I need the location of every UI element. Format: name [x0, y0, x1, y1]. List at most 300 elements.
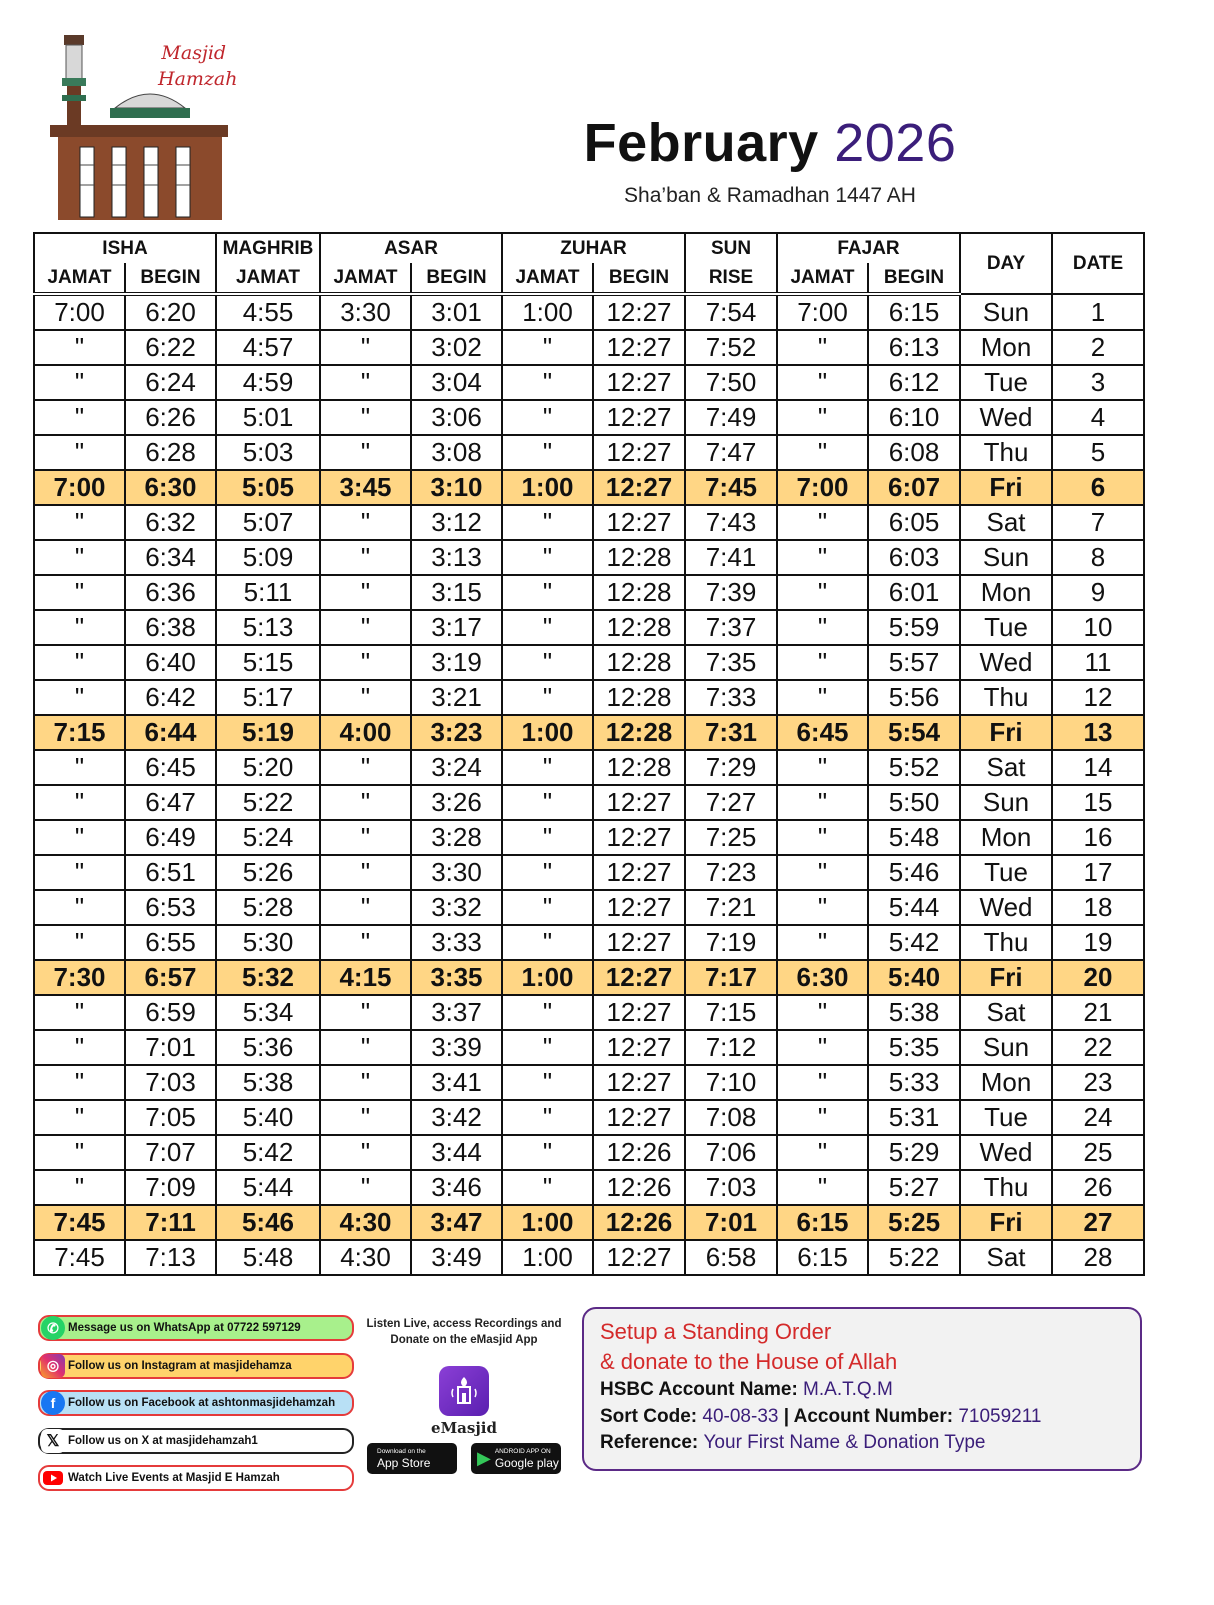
cell-day: Mon [960, 330, 1052, 365]
cell-fajar-begin: 5:59 [868, 610, 960, 645]
cell-maghrib-jamat: 5:40 [216, 1100, 320, 1135]
cell-asar-jamat: 4:30 [320, 1205, 411, 1240]
youtube-text: Watch Live Events at Masjid E Hamzah [68, 1472, 280, 1484]
cell-asar-begin: 3:08 [411, 435, 502, 470]
table-row [34, 610, 1144, 645]
cell-asar-jamat: 3:30 [320, 294, 411, 330]
cell-zuhar-begin: 12:26 [593, 1135, 685, 1170]
cell-asar-begin: 3:35 [411, 960, 502, 995]
cell-fajar-jamat: 6:15 [777, 1205, 868, 1240]
whatsapp-link[interactable] [38, 1315, 354, 1341]
reference-label: Reference: [600, 1432, 699, 1453]
cell-zuhar-jamat: " [502, 820, 593, 855]
cell-fajar-jamat: " [777, 330, 868, 365]
cell-fajar-begin: 5:54 [868, 715, 960, 750]
whatsapp-text: Message us on WhatsApp at 07722 597129 [68, 1322, 301, 1334]
page-subtitle: Sha’ban & Ramadhan 1447 AH [624, 184, 916, 207]
cell-day: Mon [960, 1065, 1052, 1100]
cell-isha-begin: 6:42 [125, 680, 216, 715]
cell-isha-begin: 6:44 [125, 715, 216, 750]
cell-sunrise: 7:37 [685, 610, 777, 645]
cell-isha-jamat: " [34, 1065, 125, 1100]
cell-date: 11 [1052, 645, 1144, 680]
cell-asar-begin: 3:12 [411, 505, 502, 540]
cell-fajar-begin: 5:48 [868, 820, 960, 855]
header-maghrib: MAGHRIB [216, 233, 320, 263]
cell-maghrib-jamat: 5:26 [216, 855, 320, 890]
table-row [34, 505, 1144, 540]
cell-zuhar-begin: 12:26 [593, 1205, 685, 1240]
cell-asar-jamat: " [320, 610, 411, 645]
cell-isha-jamat: " [34, 575, 125, 610]
cell-isha-jamat: " [34, 610, 125, 645]
cell-asar-begin: 3:02 [411, 330, 502, 365]
cell-isha-jamat: " [34, 330, 125, 365]
cell-sunrise: 7:50 [685, 365, 777, 400]
cell-day: Wed [960, 890, 1052, 925]
cell-asar-begin: 3:33 [411, 925, 502, 960]
app-store-button[interactable] [367, 1443, 457, 1474]
cell-day: Tue [960, 1100, 1052, 1135]
cell-date: 28 [1052, 1240, 1144, 1275]
cell-sunrise: 7:23 [685, 855, 777, 890]
cell-zuhar-jamat: " [502, 575, 593, 610]
cell-isha-jamat: " [34, 645, 125, 680]
cell-fajar-begin: 5:40 [868, 960, 960, 995]
cell-isha-begin: 7:05 [125, 1100, 216, 1135]
cell-zuhar-begin: 12:27 [593, 294, 685, 330]
sort-code-value: 40-08-33 [702, 1405, 779, 1427]
cell-asar-begin: 3:42 [411, 1100, 502, 1135]
cell-zuhar-jamat: " [502, 505, 593, 540]
cell-zuhar-begin: 12:27 [593, 505, 685, 540]
cell-maghrib-jamat: 5:46 [216, 1205, 320, 1240]
x-icon: 𝕏 [41, 1429, 65, 1453]
table-row [34, 750, 1144, 785]
cell-fajar-begin: 5:57 [868, 645, 960, 680]
table-row [34, 1100, 1144, 1135]
cell-date: 12 [1052, 680, 1144, 715]
table-row [34, 1030, 1144, 1065]
table-row [34, 400, 1144, 435]
cell-maghrib-jamat: 5:42 [216, 1135, 320, 1170]
header-rise: RISE [685, 263, 777, 294]
cell-day: Fri [960, 715, 1052, 750]
cell-fajar-begin: 6:05 [868, 505, 960, 540]
cell-zuhar-begin: 12:28 [593, 610, 685, 645]
header-asar-begin: BEGIN [411, 263, 502, 294]
cell-date: 7 [1052, 505, 1144, 540]
cell-sunrise: 7:33 [685, 680, 777, 715]
cell-maghrib-jamat: 5:11 [216, 575, 320, 610]
cell-date: 4 [1052, 400, 1144, 435]
cell-isha-jamat: " [34, 1100, 125, 1135]
cell-fajar-jamat: " [777, 680, 868, 715]
cell-zuhar-jamat: " [502, 645, 593, 680]
cell-asar-jamat: " [320, 750, 411, 785]
cell-fajar-jamat: " [777, 890, 868, 925]
table-row [34, 925, 1144, 960]
header-maghrib-jamat: JAMAT [216, 263, 320, 294]
cell-isha-begin: 7:07 [125, 1135, 216, 1170]
cell-maghrib-jamat: 5:19 [216, 715, 320, 750]
cell-asar-begin: 3:01 [411, 294, 502, 330]
instagram-icon: ◎ [41, 1354, 65, 1378]
cell-day: Mon [960, 820, 1052, 855]
cell-isha-begin: 6:32 [125, 505, 216, 540]
cell-day: Wed [960, 645, 1052, 680]
cell-asar-jamat: " [320, 1135, 411, 1170]
cell-zuhar-begin: 12:26 [593, 1170, 685, 1205]
cell-fajar-begin: 6:01 [868, 575, 960, 610]
cell-isha-jamat: 7:00 [34, 294, 125, 330]
cell-asar-begin: 3:46 [411, 1170, 502, 1205]
cell-asar-begin: 3:19 [411, 645, 502, 680]
cell-maghrib-jamat: 5:32 [216, 960, 320, 995]
cell-fajar-jamat: " [777, 645, 868, 680]
cell-date: 22 [1052, 1030, 1144, 1065]
table-row [34, 890, 1144, 925]
table-row [34, 680, 1144, 715]
cell-asar-begin: 3:13 [411, 540, 502, 575]
google-play-button[interactable] [471, 1443, 561, 1474]
table-row [34, 855, 1144, 890]
cell-date: 17 [1052, 855, 1144, 890]
cell-fajar-jamat: " [777, 1100, 868, 1135]
cell-isha-begin: 6:59 [125, 995, 216, 1030]
cell-isha-begin: 7:11 [125, 1205, 216, 1240]
cell-maghrib-jamat: 5:38 [216, 1065, 320, 1100]
cell-maghrib-jamat: 5:05 [216, 470, 320, 505]
cell-zuhar-jamat: " [502, 890, 593, 925]
cell-zuhar-jamat: 1:00 [502, 715, 593, 750]
account-name-label: HSBC Account Name: [600, 1379, 798, 1400]
cell-day: Thu [960, 435, 1052, 470]
cell-isha-begin: 6:47 [125, 785, 216, 820]
sort-code-line [600, 1404, 1124, 1431]
cell-date: 10 [1052, 610, 1144, 645]
cell-fajar-jamat: " [777, 575, 868, 610]
cell-fajar-jamat: " [777, 505, 868, 540]
cell-fajar-begin: 5:33 [868, 1065, 960, 1100]
cell-isha-begin: 6:57 [125, 960, 216, 995]
cell-sunrise: 7:41 [685, 540, 777, 575]
cell-asar-begin: 3:24 [411, 750, 502, 785]
cell-zuhar-begin: 12:28 [593, 575, 685, 610]
cell-isha-jamat: " [34, 995, 125, 1030]
cell-zuhar-begin: 12:27 [593, 1100, 685, 1135]
cell-isha-begin: 7:13 [125, 1240, 216, 1275]
app-store-badges [365, 1443, 563, 1474]
cell-fajar-begin: 5:52 [868, 750, 960, 785]
cell-date: 27 [1052, 1205, 1144, 1240]
cell-isha-jamat: " [34, 890, 125, 925]
cell-maghrib-jamat: 5:30 [216, 925, 320, 960]
cell-zuhar-jamat: 1:00 [502, 1205, 593, 1240]
table-row [34, 715, 1144, 750]
header-isha-jamat: JAMAT [34, 263, 125, 294]
cell-day: Thu [960, 680, 1052, 715]
cell-asar-jamat: " [320, 1100, 411, 1135]
cell-sunrise: 7:31 [685, 715, 777, 750]
appstore-small-text: Download on the [377, 1448, 426, 1455]
cell-sunrise: 7:06 [685, 1135, 777, 1170]
cell-isha-jamat: " [34, 1135, 125, 1170]
cell-isha-jamat: " [34, 820, 125, 855]
cell-asar-begin: 3:15 [411, 575, 502, 610]
cell-day: Sun [960, 785, 1052, 820]
cell-maghrib-jamat: 5:36 [216, 1030, 320, 1065]
cell-date: 26 [1052, 1170, 1144, 1205]
cell-asar-jamat: " [320, 575, 411, 610]
cell-zuhar-jamat: " [502, 680, 593, 715]
cell-sunrise: 7:47 [685, 435, 777, 470]
cell-asar-begin: 3:21 [411, 680, 502, 715]
cell-sunrise: 7:39 [685, 575, 777, 610]
cell-sunrise: 7:27 [685, 785, 777, 820]
cell-day: Fri [960, 470, 1052, 505]
cell-zuhar-begin: 12:27 [593, 820, 685, 855]
table-row [34, 1135, 1144, 1170]
cell-zuhar-begin: 12:27 [593, 470, 685, 505]
cell-fajar-jamat: 6:15 [777, 1240, 868, 1275]
emasjid-app-icon[interactable] [439, 1366, 489, 1416]
cell-day: Sun [960, 1030, 1052, 1065]
table-row [34, 294, 1144, 330]
cell-date: 14 [1052, 750, 1144, 785]
logo-name-line2: Hamzah [158, 68, 238, 90]
cell-fajar-begin: 5:46 [868, 855, 960, 890]
cell-fajar-jamat: " [777, 1030, 868, 1065]
cell-sunrise: 6:58 [685, 1240, 777, 1275]
cell-zuhar-jamat: " [502, 330, 593, 365]
logo-text [150, 40, 238, 92]
header-zuhar-jamat: JAMAT [502, 263, 593, 294]
cell-asar-jamat: " [320, 995, 411, 1030]
cell-asar-jamat: " [320, 505, 411, 540]
cell-fajar-begin: 5:31 [868, 1100, 960, 1135]
table-row [34, 995, 1144, 1030]
cell-fajar-begin: 5:38 [868, 995, 960, 1030]
cell-asar-begin: 3:26 [411, 785, 502, 820]
cell-day: Sun [960, 540, 1052, 575]
cell-fajar-jamat: 6:30 [777, 960, 868, 995]
cell-isha-begin: 6:49 [125, 820, 216, 855]
cell-zuhar-begin: 12:27 [593, 785, 685, 820]
cell-isha-begin: 6:55 [125, 925, 216, 960]
cell-zuhar-jamat: 1:00 [502, 1240, 593, 1275]
cell-fajar-jamat: " [777, 365, 868, 400]
cell-zuhar-jamat: " [502, 610, 593, 645]
cell-asar-jamat: 3:45 [320, 470, 411, 505]
cell-asar-jamat: " [320, 890, 411, 925]
cell-sunrise: 7:21 [685, 890, 777, 925]
facebook-icon: f [41, 1391, 65, 1415]
google-play-icon: ▶ [477, 1448, 491, 1468]
cell-zuhar-jamat: " [502, 855, 593, 890]
cell-fajar-begin: 5:22 [868, 1240, 960, 1275]
cell-day: Tue [960, 855, 1052, 890]
table-row [34, 365, 1144, 400]
cell-zuhar-begin: 12:28 [593, 750, 685, 785]
cell-asar-jamat: " [320, 680, 411, 715]
cell-zuhar-jamat: " [502, 995, 593, 1030]
cell-fajar-jamat: " [777, 785, 868, 820]
cell-day: Wed [960, 400, 1052, 435]
youtube-link[interactable] [38, 1465, 354, 1491]
cell-maghrib-jamat: 5:07 [216, 505, 320, 540]
youtube-icon [41, 1466, 65, 1490]
cell-asar-jamat: " [320, 785, 411, 820]
cell-asar-jamat: " [320, 925, 411, 960]
cell-date: 3 [1052, 365, 1144, 400]
header-isha-begin: BEGIN [125, 263, 216, 294]
header-fajar-begin: BEGIN [868, 263, 960, 294]
cell-sunrise: 7:01 [685, 1205, 777, 1240]
header-fajar-jamat: JAMAT [777, 263, 868, 294]
table-row [34, 820, 1144, 855]
cell-asar-jamat: 4:30 [320, 1240, 411, 1275]
separator: | [783, 1405, 790, 1427]
cell-asar-begin: 3:39 [411, 1030, 502, 1065]
cell-zuhar-jamat: " [502, 1170, 593, 1205]
cell-zuhar-jamat: " [502, 1065, 593, 1100]
cell-zuhar-begin: 12:27 [593, 1065, 685, 1100]
cell-isha-jamat: 7:15 [34, 715, 125, 750]
x-link[interactable] [38, 1428, 354, 1454]
cell-day: Thu [960, 1170, 1052, 1205]
cell-zuhar-jamat: " [502, 785, 593, 820]
facebook-link[interactable] [38, 1390, 354, 1416]
facebook-text: Follow us on Facebook at ashtonmasjidehamzah [68, 1397, 336, 1409]
cell-date: 2 [1052, 330, 1144, 365]
x-text: Follow us on X at masjidehamzah1 [68, 1434, 258, 1447]
cell-isha-begin: 6:38 [125, 610, 216, 645]
cell-asar-jamat: " [320, 1170, 411, 1205]
cell-asar-jamat: " [320, 1065, 411, 1100]
logo-name-line1: Masjid [161, 42, 227, 64]
cell-date: 9 [1052, 575, 1144, 610]
header-fajar: FAJAR [777, 233, 960, 263]
cell-sunrise: 7:03 [685, 1170, 777, 1205]
cell-fajar-jamat: " [777, 925, 868, 960]
cell-zuhar-jamat: " [502, 400, 593, 435]
googleplay-small-text: ANDROID APP ON [494, 1448, 551, 1455]
cell-day: Fri [960, 1205, 1052, 1240]
cell-asar-jamat: " [320, 400, 411, 435]
cell-isha-jamat: 7:30 [34, 960, 125, 995]
table-row [34, 1170, 1144, 1205]
table-row [34, 540, 1144, 575]
cell-fajar-begin: 6:08 [868, 435, 960, 470]
cell-isha-begin: 6:36 [125, 575, 216, 610]
cell-asar-jamat: " [320, 855, 411, 890]
cell-maghrib-jamat: 5:28 [216, 890, 320, 925]
cell-asar-begin: 3:47 [411, 1205, 502, 1240]
cell-fajar-begin: 6:12 [868, 365, 960, 400]
header-sun: SUN [685, 233, 777, 263]
cell-asar-jamat: " [320, 435, 411, 470]
cell-zuhar-jamat: 1:00 [502, 294, 593, 330]
cell-date: 16 [1052, 820, 1144, 855]
reference-line [600, 1430, 1124, 1457]
cell-isha-begin: 6:26 [125, 400, 216, 435]
cell-sunrise: 7:54 [685, 294, 777, 330]
promo-line1: Listen Live, access Recordings and [366, 1318, 562, 1330]
instagram-link[interactable] [38, 1353, 354, 1379]
cell-date: 24 [1052, 1100, 1144, 1135]
promo-text [365, 1316, 563, 1348]
cell-isha-jamat: " [34, 435, 125, 470]
cell-isha-jamat: 7:45 [34, 1205, 125, 1240]
cell-maghrib-jamat: 5:34 [216, 995, 320, 1030]
cell-fajar-jamat: 7:00 [777, 470, 868, 505]
cell-fajar-begin: 5:44 [868, 890, 960, 925]
cell-day: Wed [960, 1135, 1052, 1170]
cell-asar-begin: 3:10 [411, 470, 502, 505]
cell-isha-begin: 7:09 [125, 1170, 216, 1205]
cell-isha-begin: 6:28 [125, 435, 216, 470]
cell-zuhar-begin: 12:27 [593, 435, 685, 470]
cell-isha-jamat: " [34, 925, 125, 960]
cell-day: Sat [960, 1240, 1052, 1275]
cell-sunrise: 7:08 [685, 1100, 777, 1135]
cell-day: Sat [960, 995, 1052, 1030]
table-row [34, 785, 1144, 820]
cell-isha-jamat: " [34, 540, 125, 575]
emasjid-app-name: eMasjid [431, 1419, 497, 1437]
cell-date: 19 [1052, 925, 1144, 960]
reference-value: Your First Name & Donation Type [703, 1432, 986, 1453]
cell-isha-begin: 6:53 [125, 890, 216, 925]
cell-isha-jamat: " [34, 505, 125, 540]
cell-asar-begin: 3:17 [411, 610, 502, 645]
cell-isha-begin: 6:51 [125, 855, 216, 890]
cell-fajar-jamat: 7:00 [777, 294, 868, 330]
cell-isha-begin: 6:34 [125, 540, 216, 575]
header-date: DATE [1052, 233, 1144, 294]
cell-asar-begin: 3:23 [411, 715, 502, 750]
cell-sunrise: 7:35 [685, 645, 777, 680]
cell-asar-jamat: " [320, 540, 411, 575]
emasjid-promo [365, 1316, 563, 1474]
prayer-timetable [33, 232, 1145, 1276]
timetable-body [34, 294, 1144, 1275]
cell-maghrib-jamat: 5:48 [216, 1240, 320, 1275]
cell-isha-begin: 6:22 [125, 330, 216, 365]
table-row [34, 470, 1144, 505]
cell-fajar-begin: 6:03 [868, 540, 960, 575]
cell-isha-jamat: " [34, 750, 125, 785]
cell-fajar-jamat: " [777, 1170, 868, 1205]
cell-day: Thu [960, 925, 1052, 960]
cell-maghrib-jamat: 5:24 [216, 820, 320, 855]
cell-asar-jamat: " [320, 365, 411, 400]
social-links [38, 1315, 354, 1503]
cell-fajar-begin: 6:13 [868, 330, 960, 365]
cell-fajar-jamat: " [777, 400, 868, 435]
cell-fajar-begin: 5:35 [868, 1030, 960, 1065]
cell-date: 21 [1052, 995, 1144, 1030]
cell-fajar-jamat: " [777, 855, 868, 890]
header-zuhar: ZUHAR [502, 233, 685, 263]
cell-isha-jamat: " [34, 1170, 125, 1205]
cell-isha-jamat: " [34, 855, 125, 890]
cell-fajar-begin: 5:56 [868, 680, 960, 715]
table-row [34, 575, 1144, 610]
cell-asar-begin: 3:32 [411, 890, 502, 925]
table-row [34, 645, 1144, 680]
